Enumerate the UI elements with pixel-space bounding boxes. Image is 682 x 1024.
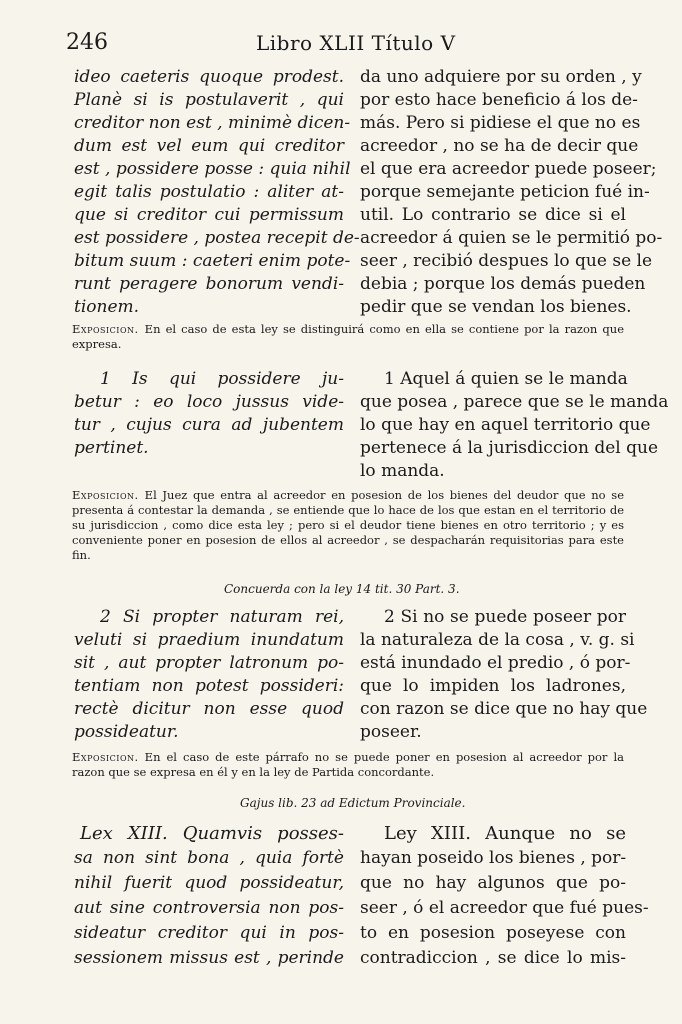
spanish-line: debia ; porque los demás pueden: [360, 274, 646, 294]
latin-line: tionem.: [74, 297, 140, 317]
concordance-note: Concuerda con la ley 14 tit. 30 Part. 3.: [224, 582, 460, 596]
spanish-line: to en posesion poseyese con: [360, 923, 626, 943]
latin-line: 2 Si propter naturam rei,: [100, 607, 344, 627]
spanish-line: seer , recibió despues lo que se le: [360, 251, 653, 271]
spanish-line: pedir que se vendan los bienes.: [360, 297, 632, 317]
latin-line: creditor non est , minimè dicen-: [74, 113, 351, 133]
exposicion-text: El Juez que entra al acreedor en posesion de los bienes del deudor que no se presenta á contestar la demanda , se entiende que lo hace de los que estan en el territorio de su jurisdiccion , como dice esta ley ; pero si el deudor tiene bienes en otro territorio ; y es conveniente poner en posesion de ellos al acreedor , se despacharán requisitorias para este fin.: [72, 488, 624, 562]
spanish-line: 2 Si no se puede poseer por: [384, 607, 626, 627]
spanish-line: acreedor á quien se le permitió po-: [360, 228, 663, 248]
spanish-line: Ley XIII. Aunque no se: [384, 823, 626, 844]
spanish-line: util. Lo contrario se dice si el: [360, 205, 626, 225]
exposicion-text: En el caso de este párrafo no se puede poner en posesion al acreedor por la razon que se expresa en él y en la ley de Partida concordante.: [72, 750, 624, 779]
exposicion-note: [72, 322, 624, 352]
latin-line: 1 Is qui possidere ju-: [100, 369, 344, 389]
spanish-line: que no hay algunos que po-: [360, 873, 626, 893]
exposicion-label: Exposicion.: [72, 322, 139, 336]
latin-line: Planè si is postulaverit , qui: [74, 90, 344, 110]
spanish-line: pertenece á la jurisdiccion del que: [360, 438, 659, 458]
spanish-line: lo manda.: [360, 461, 445, 481]
spanish-line: la naturaleza de la cosa , v. g. si: [360, 630, 635, 650]
spanish-line: lo que hay en aquel territorio que: [360, 415, 651, 435]
spanish-line: está inundado el predio , ó por-: [360, 653, 631, 673]
latin-line: sa non sint bona , quia fortè: [74, 848, 344, 868]
spanish-line: contradiccion , se dice lo mis-: [360, 948, 626, 968]
latin-line: runt peragere bonorum vendi-: [74, 274, 344, 294]
latin-line: tur , cujus cura ad jubentem: [74, 415, 344, 435]
spanish-line: el que era acreedor puede poseer;: [360, 159, 657, 179]
source-citation: Gajus lib. 23 ad Edictum Provinciale.: [240, 796, 466, 810]
exposicion-text: En el caso de esta ley se distinguirá como en ella se contiene por la razon que expresa.: [72, 322, 624, 351]
spanish-line: que lo impiden los ladrones,: [360, 676, 626, 696]
latin-line: nihil fuerit quod possideatur,: [74, 873, 344, 893]
exposicion-label: Exposicion.: [72, 750, 139, 764]
spanish-line: porque semejante peticion fué in-: [360, 182, 650, 202]
spanish-line: con razon se dice que no hay que: [360, 699, 648, 719]
spanish-line: 1 Aquel á quien se le manda: [384, 369, 628, 389]
latin-line: dum est vel eum qui creditor: [74, 136, 344, 156]
spanish-line: acreedor , no se ha de decir que: [360, 136, 639, 156]
latin-line: bitum suum : caeteri enim pote-: [74, 251, 351, 271]
latin-line: pertinet.: [74, 438, 149, 458]
latin-line: Lex XIII. Quamvis posses-: [80, 823, 344, 844]
exposicion-label: Exposicion.: [72, 488, 139, 502]
spanish-line: poseer.: [360, 722, 422, 742]
spanish-line: da uno adquiere por su orden , y: [360, 67, 642, 87]
spanish-line: que posea , parece que se le manda: [360, 392, 669, 412]
latin-line: rectè dicitur non esse quod: [74, 699, 344, 719]
spanish-line: más. Pero si pidiese el que no es: [360, 113, 641, 133]
latin-line: egit talis postulatio : aliter at-: [74, 182, 344, 202]
spanish-line: hayan poseido los bienes , por-: [360, 848, 627, 868]
latin-line: veluti si praedium inundatum: [74, 630, 344, 650]
latin-line: ideo caeteris quoque prodest.: [74, 67, 344, 87]
spanish-line: por esto hace beneficio á los de-: [360, 90, 638, 110]
page-number: 246: [66, 30, 108, 55]
latin-line: est , possidere posse : quia nihil: [74, 159, 351, 179]
running-title: Libro XLII Título V: [256, 31, 456, 55]
latin-line: sideatur creditor qui in pos-: [74, 923, 344, 943]
latin-line: que si creditor cui permissum: [74, 205, 344, 225]
spanish-line: seer , ó el acreedor que fué pues-: [360, 898, 649, 918]
latin-line: aut sine controversia non pos-: [74, 898, 344, 918]
exposicion-note: [72, 750, 624, 780]
latin-line: sessionem missus est , perinde: [74, 948, 344, 968]
latin-line: possideatur.: [74, 722, 179, 742]
latin-line: tentiam non potest possideri:: [74, 676, 344, 696]
latin-line: betur : eo loco jussus vide-: [74, 392, 344, 412]
latin-line: est possidere , postea recepit de-: [74, 228, 360, 248]
latin-line: sit , aut propter latronum po-: [74, 653, 344, 673]
exposicion-note: [72, 488, 624, 563]
